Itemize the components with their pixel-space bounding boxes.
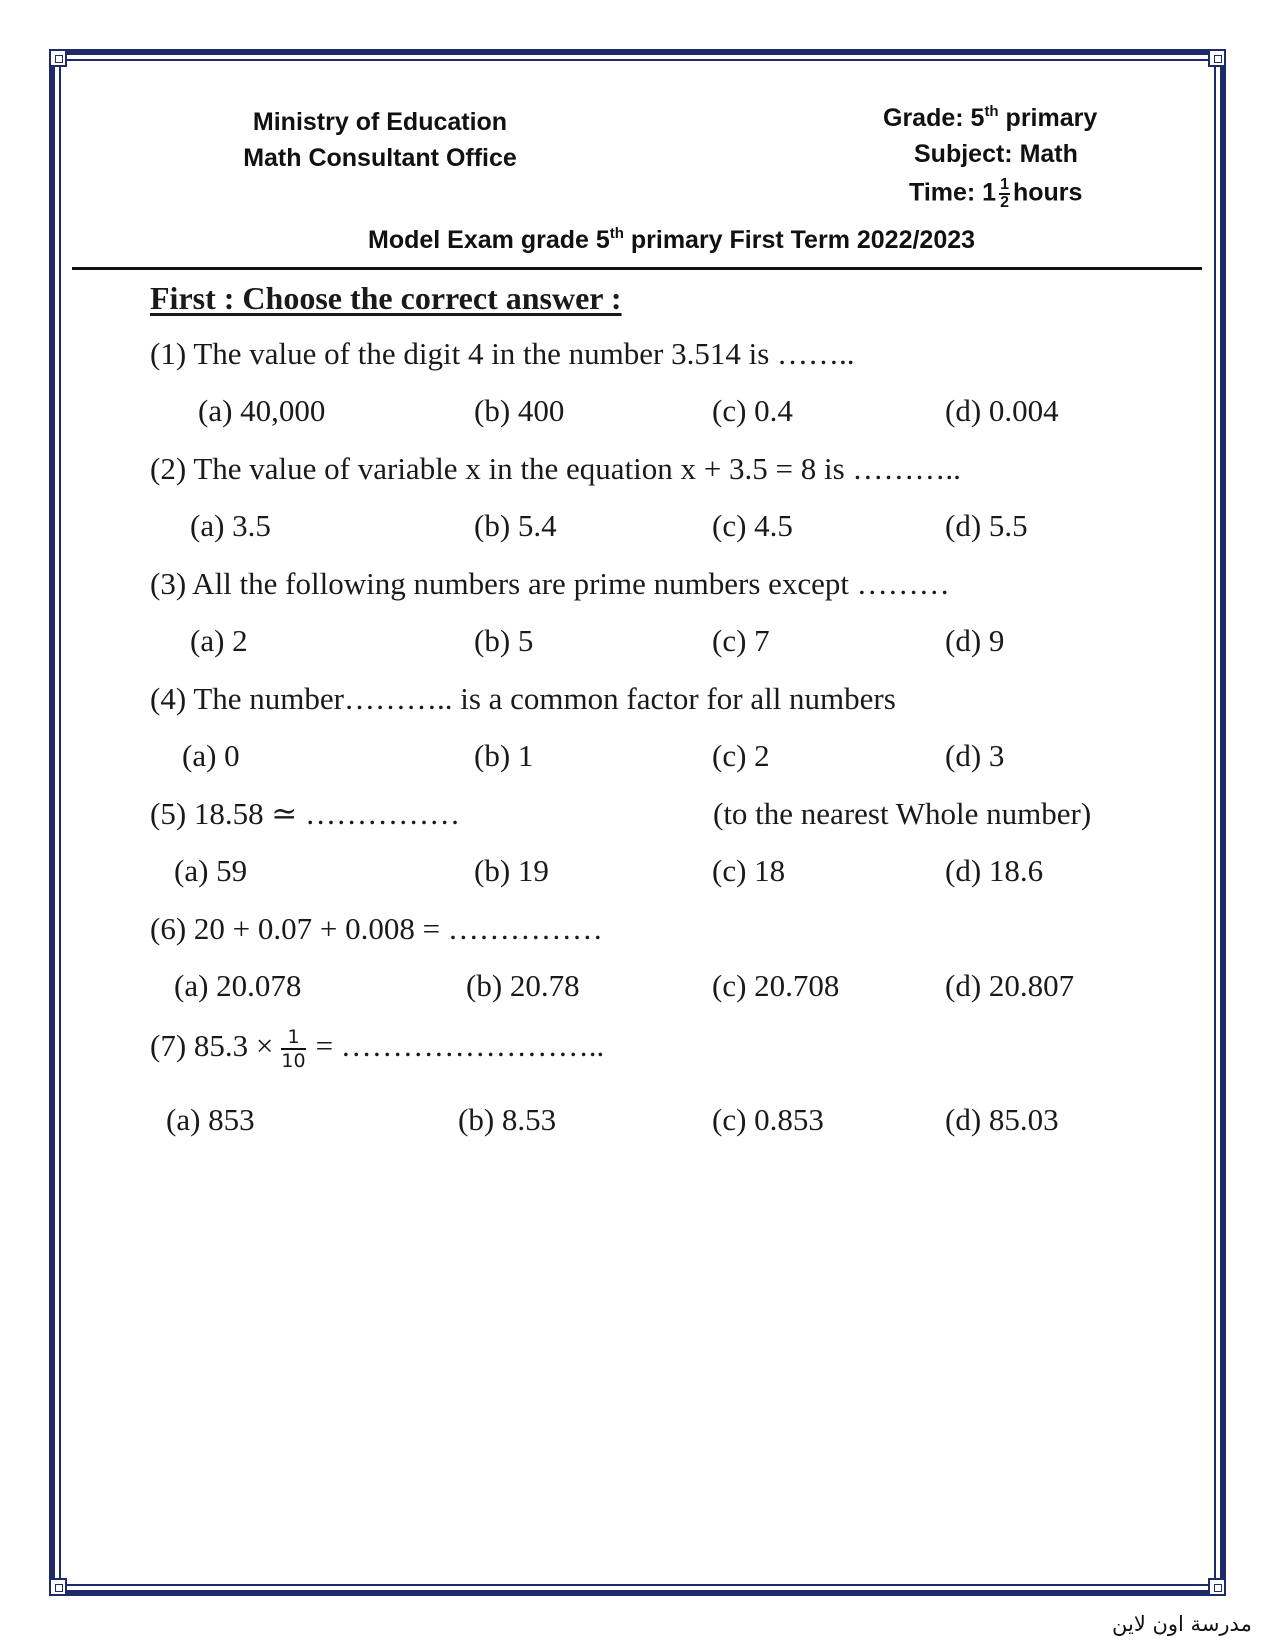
option-6b: (b) 20.78 — [466, 968, 580, 1003]
option-3a: (a) 2 — [190, 623, 248, 658]
question-2: (2) The value of variable x in the equation x + 3.5 = 8 is ……….. — [150, 451, 961, 486]
option-3c: (c) 7 — [712, 623, 770, 658]
option-5a: (a) 59 — [174, 853, 248, 888]
border-corner-bottom-right — [1208, 1578, 1226, 1596]
option-2c: (c) 4.5 — [712, 508, 793, 543]
site-watermark: مدرسة اون لاين — [1112, 1612, 1252, 1636]
grade-label: Grade: 5th primary — [883, 103, 1098, 132]
option-5b: (b) 19 — [474, 853, 549, 888]
option-5d: (d) 18.6 — [945, 853, 1044, 888]
section-title: First : Choose the correct answer : — [150, 280, 622, 316]
one-tenth-fraction: $\frac{1}{10}$ — [281, 1026, 306, 1072]
ministry-name: Ministry of Education — [252, 108, 508, 136]
option-1d: (d) 0.004 — [945, 393, 1059, 428]
option-4a: (a) 0 — [182, 738, 240, 773]
option-2b: (b) 5.4 — [474, 508, 557, 543]
option-4c: (c) 2 — [712, 738, 770, 773]
office-name: Math Consultant Office — [243, 144, 517, 172]
option-7b: (b) 8.53 — [458, 1102, 557, 1137]
option-6a: (a) 20.078 — [174, 968, 302, 1003]
ministry-header — [230, 104, 530, 176]
question-5-text: (5) 18.58 ≃ …………… — [150, 796, 461, 831]
option-7c: (c) 0.853 — [712, 1102, 824, 1137]
border-corner-top-left — [49, 49, 67, 67]
subject-label: Subject: Math — [914, 140, 1078, 168]
header-divider — [72, 267, 1202, 270]
time-label: Time: 1 $\frac{1}{2}$ hours — [909, 176, 1083, 211]
option-6d: (d) 20.807 — [945, 968, 1075, 1003]
option-4b: (b) 1 — [474, 738, 534, 773]
exam-title: Model Exam grade 5th primary First Term 2022/2023 — [368, 225, 976, 254]
question-5-note: (to the nearest Whole number) — [713, 796, 1092, 831]
question-4: (4) The number……….. is a common factor for all numbers — [150, 681, 896, 716]
option-2a: (a) 3.5 — [190, 508, 271, 543]
question-7: (7) 85.3 × $\frac{1}{10}$ = …………………….. — [150, 1026, 605, 1072]
option-6c: (c) 20.708 — [712, 968, 840, 1003]
question-6: (6) 20 + 0.07 + 0.008 = …………… — [150, 911, 603, 946]
option-3d: (d) 9 — [945, 623, 1005, 658]
option-7d: (d) 85.03 — [945, 1102, 1059, 1137]
option-1b: (b) 400 — [474, 393, 565, 428]
border-corner-top-right — [1208, 49, 1226, 67]
half-fraction: $\frac{1}{2}$ — [1000, 176, 1009, 211]
question-3: (3) All the following numbers are prime numbers except ……… — [150, 566, 950, 601]
option-2d: (d) 5.5 — [945, 508, 1028, 543]
option-3b: (b) 5 — [474, 623, 534, 658]
option-1a: (a) 40,000 — [198, 393, 326, 428]
option-7a: (a) 853 — [166, 1102, 255, 1137]
border-corner-bottom-left — [49, 1578, 67, 1596]
option-4d: (d) 3 — [945, 738, 1005, 773]
question-5 — [150, 796, 1092, 832]
option-5c: (c) 18 — [712, 853, 786, 888]
option-1c: (c) 0.4 — [712, 393, 793, 428]
question-1: (1) The value of the digit 4 in the number 3.514 is …….. — [150, 336, 855, 371]
